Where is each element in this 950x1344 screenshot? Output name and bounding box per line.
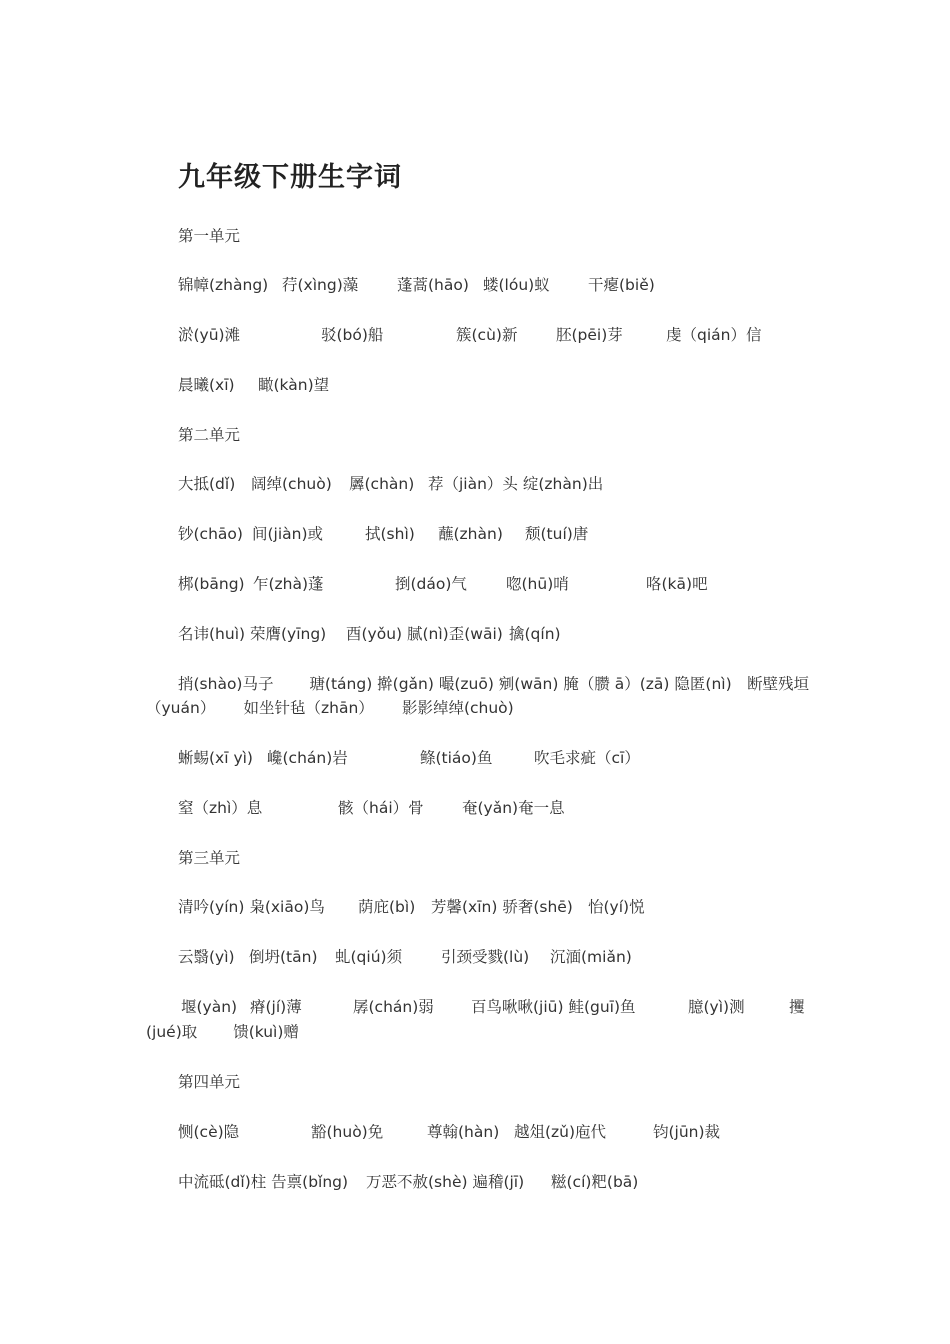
unit-heading: 第四单元 [178, 1073, 241, 1091]
vocab-entry: 中流砥(dǐ)柱 告禀(bǐng) [178, 1173, 349, 1191]
vocab-entry: 蜥蜴(xī yì) [178, 749, 253, 767]
vocab-entry: 间(jiàn)或 [252, 525, 324, 543]
vocab-entry: 尊翰(hàn) [427, 1123, 500, 1141]
vocab-entry: 蝼(lóu)蚁 [483, 276, 550, 294]
vocab-entry: 清吟(yín) 枭(xiāo)鸟 [178, 898, 325, 916]
vocab-entry: 驳(bó)船 [321, 326, 384, 344]
vocab-entry: 虔（qián）信 [666, 326, 762, 344]
vocab-entry: 瞰(kàn)望 [258, 376, 330, 394]
vocab-entry: 淤(yū)滩 [178, 326, 241, 344]
vocab-entry: 引颈受戮(lù) [441, 948, 530, 966]
vocab-entry: 云翳(yì) [178, 948, 235, 966]
vocab-entry: 鲦(tiáo)鱼 [420, 749, 493, 767]
vocab-entry: 擒(qín) [509, 625, 561, 643]
vocab-entry: 臆(yì)测 [688, 998, 745, 1016]
vocab-entry: 糍(cí)粑(bā) [551, 1173, 639, 1191]
vocab-entry: 万恶不赦(shè) 遍稽(jī) [366, 1173, 525, 1191]
unit-heading: 第三单元 [178, 849, 241, 867]
vocab-entry: 荇(xìng)藻 [282, 276, 359, 294]
vocab-entry: 豁(huò)免 [311, 1123, 384, 1141]
vocab-entry: 巉(chán)岩 [267, 749, 348, 767]
vocab-entry: 荐（jiàn）头 绽(zhàn)出 [428, 475, 604, 493]
vocab-entry: 百鸟啾啾(jiū) 鲑(guī)鱼 [471, 998, 636, 1016]
vocab-entry: 捯(dáo)气 [395, 575, 467, 593]
vocab-entry: 名讳(huì) 荣膺(yīng) [178, 625, 327, 643]
vocab-entry: 梆(bāng) [178, 575, 245, 593]
vocab-entry: 大抵(dǐ) [178, 475, 236, 493]
vocab-entry: 孱(chán)弱 [353, 998, 434, 1016]
vocab-entry: 沉湎(miǎn) [550, 948, 632, 966]
vocab-entry: 锦幛(zhàng) [178, 276, 269, 294]
vocab-entry: 怡(yí)悦 [588, 898, 645, 916]
vocab-entry: 芳馨(xīn) 骄奢(shē) [431, 898, 573, 916]
vocab-entry: 虬(qiú)须 [335, 948, 403, 966]
vocab-entry: 胚(pēi)芽 [556, 326, 623, 344]
vocab-entry: 晨曦(xī) [178, 376, 235, 394]
vocab-entry: 钧(jūn)裁 [653, 1123, 721, 1141]
unit-heading: 第一单元 [178, 227, 241, 245]
vocab-entry: 瘠(jí)薄 [250, 998, 302, 1016]
vocab-entry: 攫 [789, 998, 805, 1016]
vocab-entry: 酉(yǒu) 腻(nì)歪(wāi) [346, 625, 503, 643]
vocab-entry: 乍(zhà)蓬 [253, 575, 324, 593]
vocab-entry: 骸（hái）骨 [338, 799, 424, 817]
vocab-line-continuation: （yuán） 如坐针毡（zhān） 影影绰绰(chuò) [146, 699, 514, 717]
vocab-entry: 蓬蒿(hāo) [397, 276, 469, 294]
vocab-entry: 越俎(zǔ)庖代 [514, 1123, 607, 1141]
vocab-line-continuation: (jué)取 馈(kuì)赠 [146, 1023, 299, 1041]
vocab-entry: 荫庇(bì) [358, 898, 416, 916]
vocab-entry: 簇(cù)新 [456, 326, 518, 344]
vocab-entry: 干瘪(biě) [588, 276, 655, 294]
vocab-entry: 颓(tuí)唐 [525, 525, 589, 543]
vocab-entry: 钞(chāo) [178, 525, 243, 543]
vocab-entry: 吹毛求疵（cī） [534, 749, 640, 767]
vocab-entry: 堰(yàn) [181, 998, 238, 1016]
vocab-entry: 蘸(zhàn) [438, 525, 503, 543]
unit-heading: 第二单元 [178, 426, 241, 444]
vocab-entry: 羼(chàn) [349, 475, 415, 493]
vocab-entry: 倒坍(tān) [249, 948, 318, 966]
vocab-entry: 拭(shì) [365, 525, 415, 543]
vocab-entry: 唿(hū)哨 [506, 575, 569, 593]
vocab-entry: 窒（zhì）息 [178, 799, 263, 817]
vocab-entry: 恻(cè)隐 [178, 1123, 240, 1141]
page-title: 九年级下册生字词 [178, 162, 402, 193]
vocab-entry: 阔绰(chuò) [251, 475, 332, 493]
vocab-entry: 咯(kā)吧 [646, 575, 708, 593]
vocab-line: 捎(shào)马子 瑭(táng) 擀(gǎn) 嘬(zuō) 剜(wān) 腌（臜 ā）(zā) 隐匿(nì) 断壁残垣 [178, 675, 810, 693]
vocab-entry: 奄(yǎn)奄一息 [462, 799, 565, 817]
